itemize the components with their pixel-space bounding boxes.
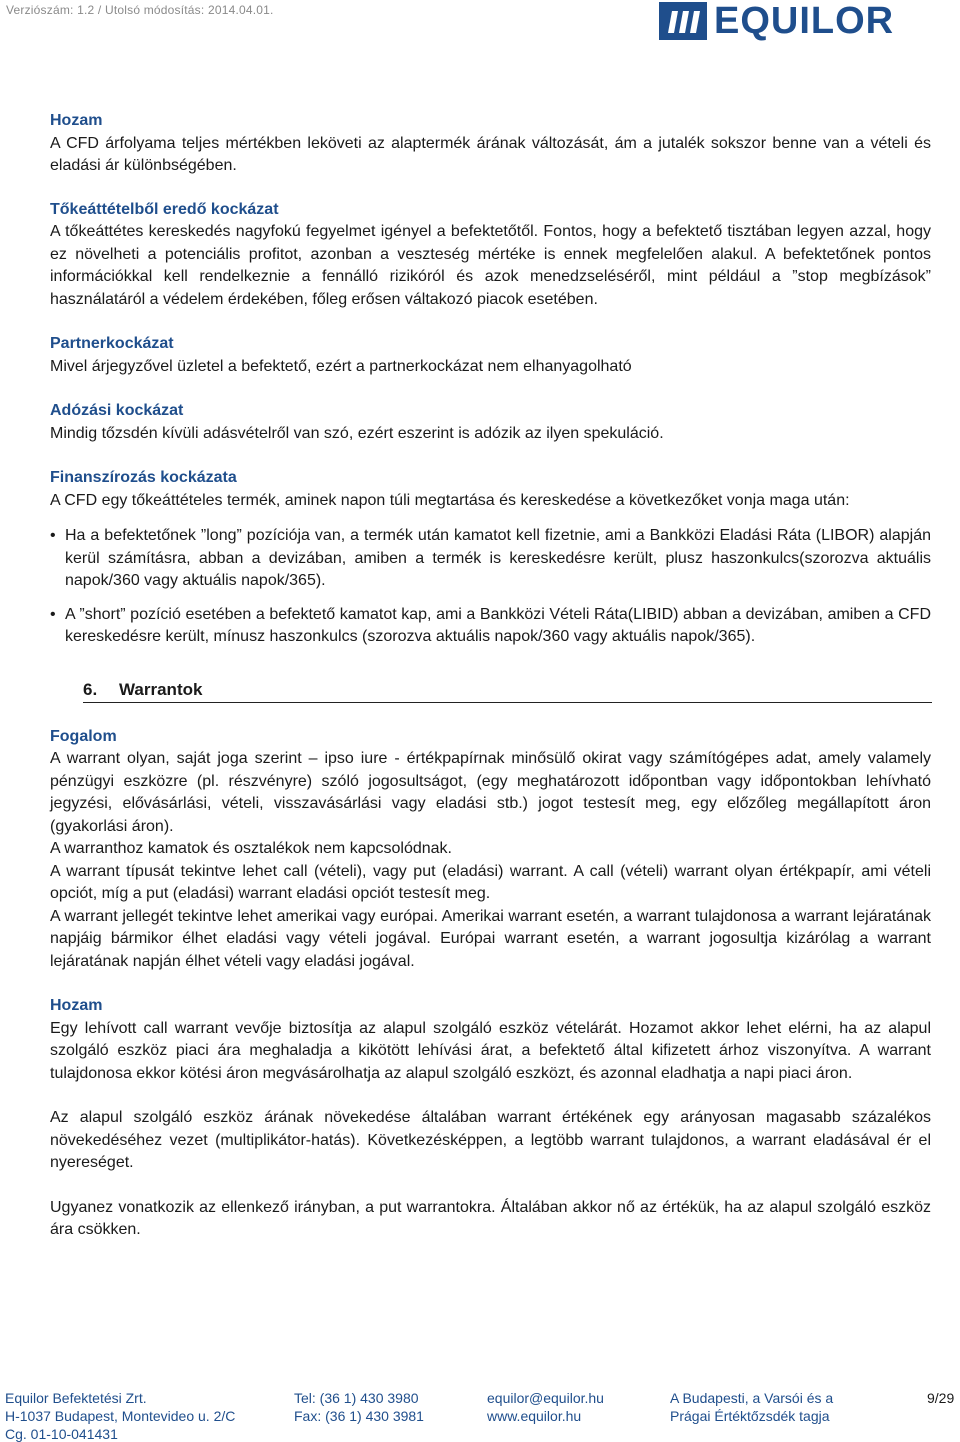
- heading-adozasi-kockazat: Adózási kockázat: [50, 402, 184, 419]
- footer-company-name: Equilor Befektetési Zrt.: [5, 1390, 147, 1406]
- paragraph-adozasi-kockazat: Mindig tőzsdén kívüli adásvételről van szó, ezért eszerint is adózik az ilyen spekuláció.: [50, 424, 664, 442]
- finanszirozas-bullet-list: [50, 525, 931, 649]
- list-item: [50, 525, 931, 593]
- footer-email[interactable]: equilor@equilor.hu: [487, 1390, 604, 1406]
- list-item-text: A ”short” pozíció esetében a befektető kamatot kap, ami a Bankközi Vételi Ráta(LIBID) abban a devizában, amiben a CFD kereskedésre került, mínusz haszonkulcs (szorozva aktuális napok/360 vagy aktuális napok/365).: [65, 605, 931, 645]
- section-title: Warrantok: [119, 679, 203, 699]
- paragraph-fogalom-4: A warrant jellegét tekintve lehet amerikai vagy európai. Amerikai warrant esetén, a warrant tulajdonosa a warrant lejáratának napjáig bármikor élhet eladási vagy vételi jogával. Európai warrant esetén, a warrant jogosultja kizárólag a warrant lejáratának napján élhet vételi vagy eladási jogával.: [50, 907, 931, 970]
- footer-membership: [670, 1389, 833, 1425]
- footer-tel: Tel: (36 1) 430 3980: [294, 1390, 419, 1406]
- heading-hozam-warrant: Hozam: [50, 997, 103, 1014]
- logo-wordmark: EQUILOR: [714, 0, 895, 42]
- document-body: [50, 110, 931, 1242]
- footer-registration: Cg. 01-10-041431: [5, 1426, 118, 1442]
- paragraph-tokeattetel: A tőkeáttétes kereskedés nagyfokú fegyelmet igényel a befektetőtől. Fontos, hogy a befektető tisztában legyen azzal, hogy ez növelheti a potenciális profitot, azonban a veszteség mértéke is ennek megfelelően alakul. A befektetőnek pontos információkkal kell rendelkeznie a fennálló rizikóról és azok menedzseléséről, mint például a ”stop megbízások” használatáról a védelem érdekében, főleg erősen váltakozó piacok esetében.: [50, 223, 931, 308]
- heading-tokeattetel: Tőkeáttételből eredő kockázat: [50, 200, 279, 218]
- heading-hozam: Hozam: [50, 112, 103, 129]
- footer-phone: [294, 1389, 424, 1425]
- paragraph-fogalom-2: A warranthoz kamatok és osztalékok nem kapcsolódnak.: [50, 840, 452, 857]
- paragraph-finanszirozas: A CFD egy tőkeáttételes termék, aminek napon túli megtartása és kereskedése a következőket vonja maga után:: [50, 491, 850, 509]
- list-item: [50, 604, 931, 649]
- footer-address: H-1037 Budapest, Montevideo u. 2/C: [5, 1408, 236, 1424]
- footer-fax: Fax: (36 1) 430 3981: [294, 1408, 424, 1424]
- paragraph-fogalom-3: A warrant típusát tekintve lehet call (vételi), vagy put (eladási) warrant. A call (vételi) warrant olyan értékpapír, ami vételi opciót, míg a put (eladási) warrant eladási opciót testesít meg.: [50, 862, 931, 902]
- footer-website[interactable]: www.equilor.hu: [487, 1408, 582, 1424]
- footer-membership-line-2: Prágai Értéktőzsdék tagja: [670, 1408, 830, 1424]
- heading-partnerkockazat: Partnerkockázat: [50, 335, 174, 352]
- paragraph-hozam-warrant-2: Az alapul szolgáló eszköz árának növekedése általában warrant értékének egy arányosan magasabb százalékos növekedéséhez vezet (multiplikátor-hatás). Következésképpen, a legtöbb warrant tulajdonos, a warrant eladásával ér el nyereséget.: [50, 1109, 931, 1171]
- equilor-logo-icon: [659, 2, 707, 40]
- paragraph-partnerkockazat: Mivel árjegyzővel üzletel a befektető, ezért a partnerkockázat nem elhanyagolható: [50, 357, 632, 375]
- page-number: 9/29: [927, 1390, 955, 1406]
- footer-company: [5, 1389, 235, 1442]
- equilor-logo: [659, 2, 929, 42]
- footer-contact: [487, 1389, 604, 1425]
- paragraph-fogalom-1: A warrant olyan, saját joga szerint – ipso iure - értékpapírnak minősülő okirat vagy számítógépes adat, amely valamely pénzügyi eszközre (pl. részvényre) szóló jogosultságot, (egy meghatározott időpontban vagy időpontokban lehívható jegyzési, elővásárlási, vételi, visszavásárlási vagy eladási stb.) jogot testesít meg, egy előzőleg megállapított áron (gyakorlási áron).: [50, 750, 931, 835]
- paragraph-hozam: A CFD árfolyama teljes mértékben leköveti az alaptermék árának változását, ám a jutalék sokszor benne van a vételi és eladási ár különbségében.: [50, 134, 931, 174]
- list-item-text: Ha a befektetőnek ”long” pozíciója van, a termék után kamatot kell fizetnie, ami a Bankközi Eladási Ráta (LIBOR) alapján kerül számításra, abban a devizában, amiben a termék is kereskedésre került, plusz haszonkulcs(szorozva aktuális napok/360 vagy aktuális napok/365).: [65, 527, 931, 589]
- version-line: Verziószám: 1.2 / Utolsó módosítás: 2014.04.01.: [6, 3, 274, 17]
- section-number: 6.: [83, 679, 98, 699]
- paragraph-hozam-warrant-1: Egy lehívott call warrant vevője biztosítja az alapul szolgáló eszköz vételárát. Hozamot akkor lehet elérni, ha az alapul szolgáló eszköz piaci ára meghaladja a kikötött lehívási árat, a befektető által kifizetett árhoz viszonyítva. A warrant tulajdonosa ekkor kötési áron megvásárolhatja az alapul szolgáló eszközt, és azonnal eladhatja a napi piaci áron.: [50, 1019, 931, 1082]
- heading-fogalom: Fogalom: [50, 727, 117, 745]
- footer-membership-line-1: A Budapesti, a Varsói és a: [670, 1390, 834, 1406]
- bullet-icon: •: [50, 527, 56, 544]
- bullet-icon: •: [50, 605, 56, 623]
- paragraph-hozam-warrant-3: Ugyanez vonatkozik az ellenkező irányban, a put warrantokra. Általában akkor nő az értékük, ha az alapul szolgáló eszköz ára csökken.: [50, 1198, 931, 1238]
- section-heading-warrantok: [83, 678, 932, 703]
- heading-finanszirozas: Finanszírozás kockázata: [50, 469, 237, 486]
